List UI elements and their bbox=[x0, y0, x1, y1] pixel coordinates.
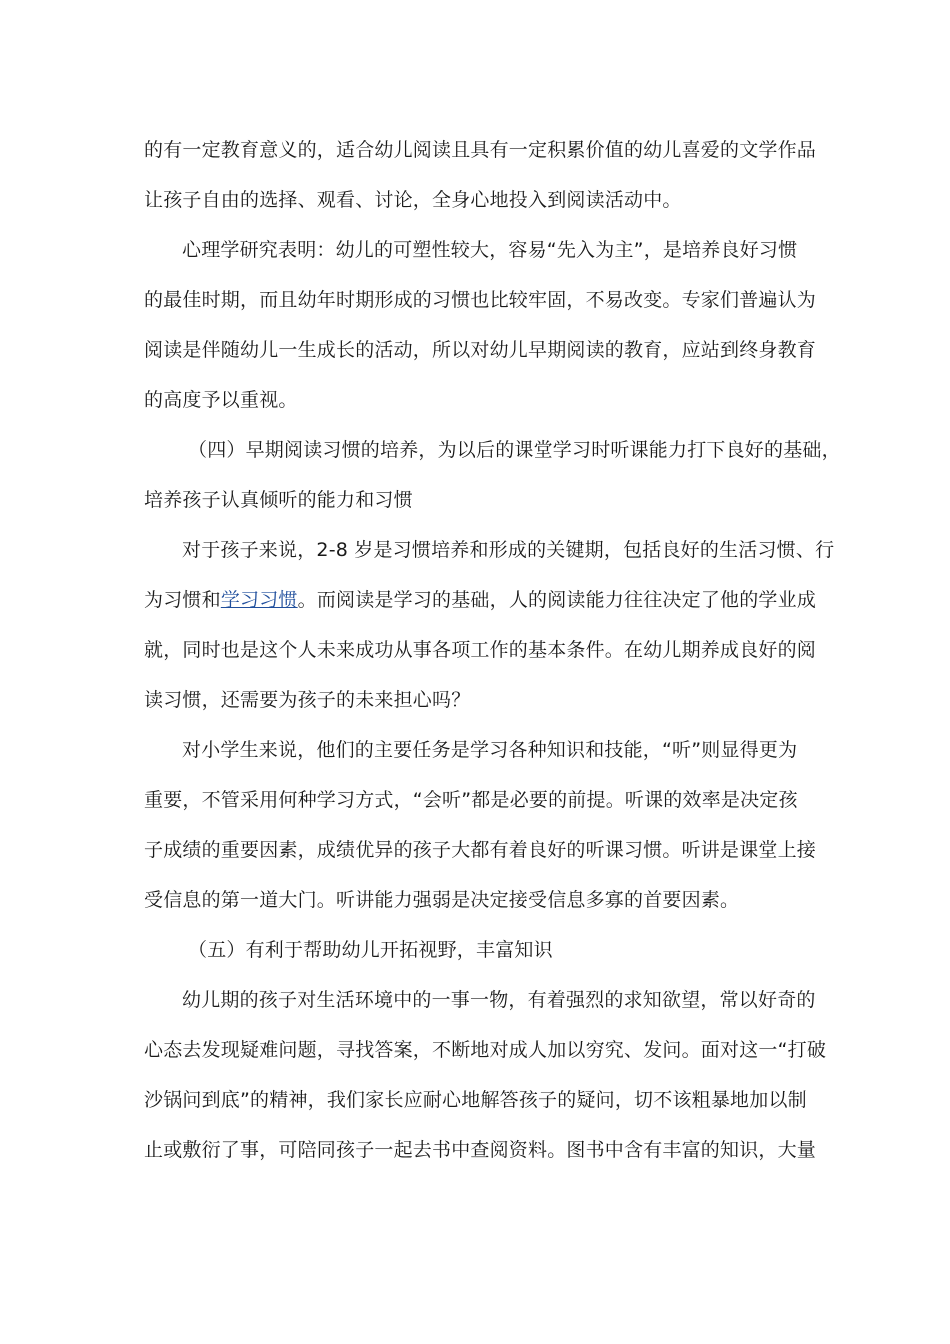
paragraph-line: 心理学研究表明：幼儿的可塑性较大，容易“先入为主”，是培养良好习惯 bbox=[182, 239, 798, 261]
paragraph-line: 受信息的第一道大门。听讲能力强弱是决定接受信息多寡的首要因素。 bbox=[144, 889, 740, 911]
paragraph-line: 读习惯，还需要为孩子的未来担心吗？ bbox=[144, 689, 471, 711]
paragraph-line: 的最佳时期，而且幼年时期形成的习惯也比较牢固，不易改变。专家们普遍认为 bbox=[144, 289, 817, 311]
section-heading-4-continued: 培养孩子认真倾听的能力和习惯 bbox=[144, 489, 413, 511]
paragraph-line: 的高度予以重视。 bbox=[144, 389, 298, 411]
section-heading-5: （五）有利于帮助幼儿开拓视野，丰富知识 bbox=[188, 939, 553, 961]
paragraph-line: 重要，不管采用何种学习方式，“会听”都是必要的前提。听课的效率是决定孩 bbox=[144, 789, 798, 811]
paragraph-line-with-link bbox=[144, 575, 817, 625]
paragraph-line: 对于孩子来说，2-8 岁是习惯培养和形成的关键期，包括良好的生活习惯、行 bbox=[182, 539, 835, 561]
paragraph-line: 让孩子自由的选择、观看、讨论，全身心地投入到阅读活动中。 bbox=[144, 189, 682, 211]
paragraph-line: 沙锅问到底”的精神，我们家长应耐心地解答孩子的疑问，切不该粗暴地加以制 bbox=[144, 1089, 807, 1111]
text-before-link: 为习惯和 bbox=[144, 589, 221, 611]
study-habits-link[interactable]: 学习习惯 bbox=[220, 589, 298, 611]
paragraph-line: 子成绩的重要因素，成绩优异的孩子大都有着良好的听课习惯。听讲是课堂上接 bbox=[144, 839, 817, 861]
paragraph-line: 就，同时也是这个人未来成功从事各项工作的基本条件。在幼儿期养成良好的阅 bbox=[144, 639, 817, 661]
section-heading-4: （四）早期阅读习惯的培养，为以后的课堂学习时听课能力打下良好的基础， bbox=[188, 439, 841, 461]
paragraph-line: 止或敷衍了事，可陪同孩子一起去书中查阅资料。图书中含有丰富的知识，大量 bbox=[144, 1139, 817, 1161]
paragraph-line: 对小学生来说，他们的主要任务是学习各种知识和技能，“听”则显得更为 bbox=[182, 739, 798, 761]
paragraph-line: 的有一定教育意义的，适合幼儿阅读且具有一定积累价值的幼儿喜爱的文学作品 bbox=[144, 139, 817, 161]
paragraph-line: 心态去发现疑难问题，寻找答案，不断地对成人加以穷究、发问。面对这一“打破 bbox=[144, 1039, 827, 1061]
paragraph-line: 幼儿期的孩子对生活环境中的一事一物，有着强烈的求知欲望，常以好奇的 bbox=[182, 989, 816, 1011]
text-after-link: 。而阅读是学习的基础，人的阅读能力往往决定了他的学业成 bbox=[297, 589, 817, 611]
paragraph-line: 阅读是伴随幼儿一生成长的活动，所以对幼儿早期阅读的教育，应站到终身教育 bbox=[144, 339, 817, 361]
document-body bbox=[144, 125, 841, 1175]
